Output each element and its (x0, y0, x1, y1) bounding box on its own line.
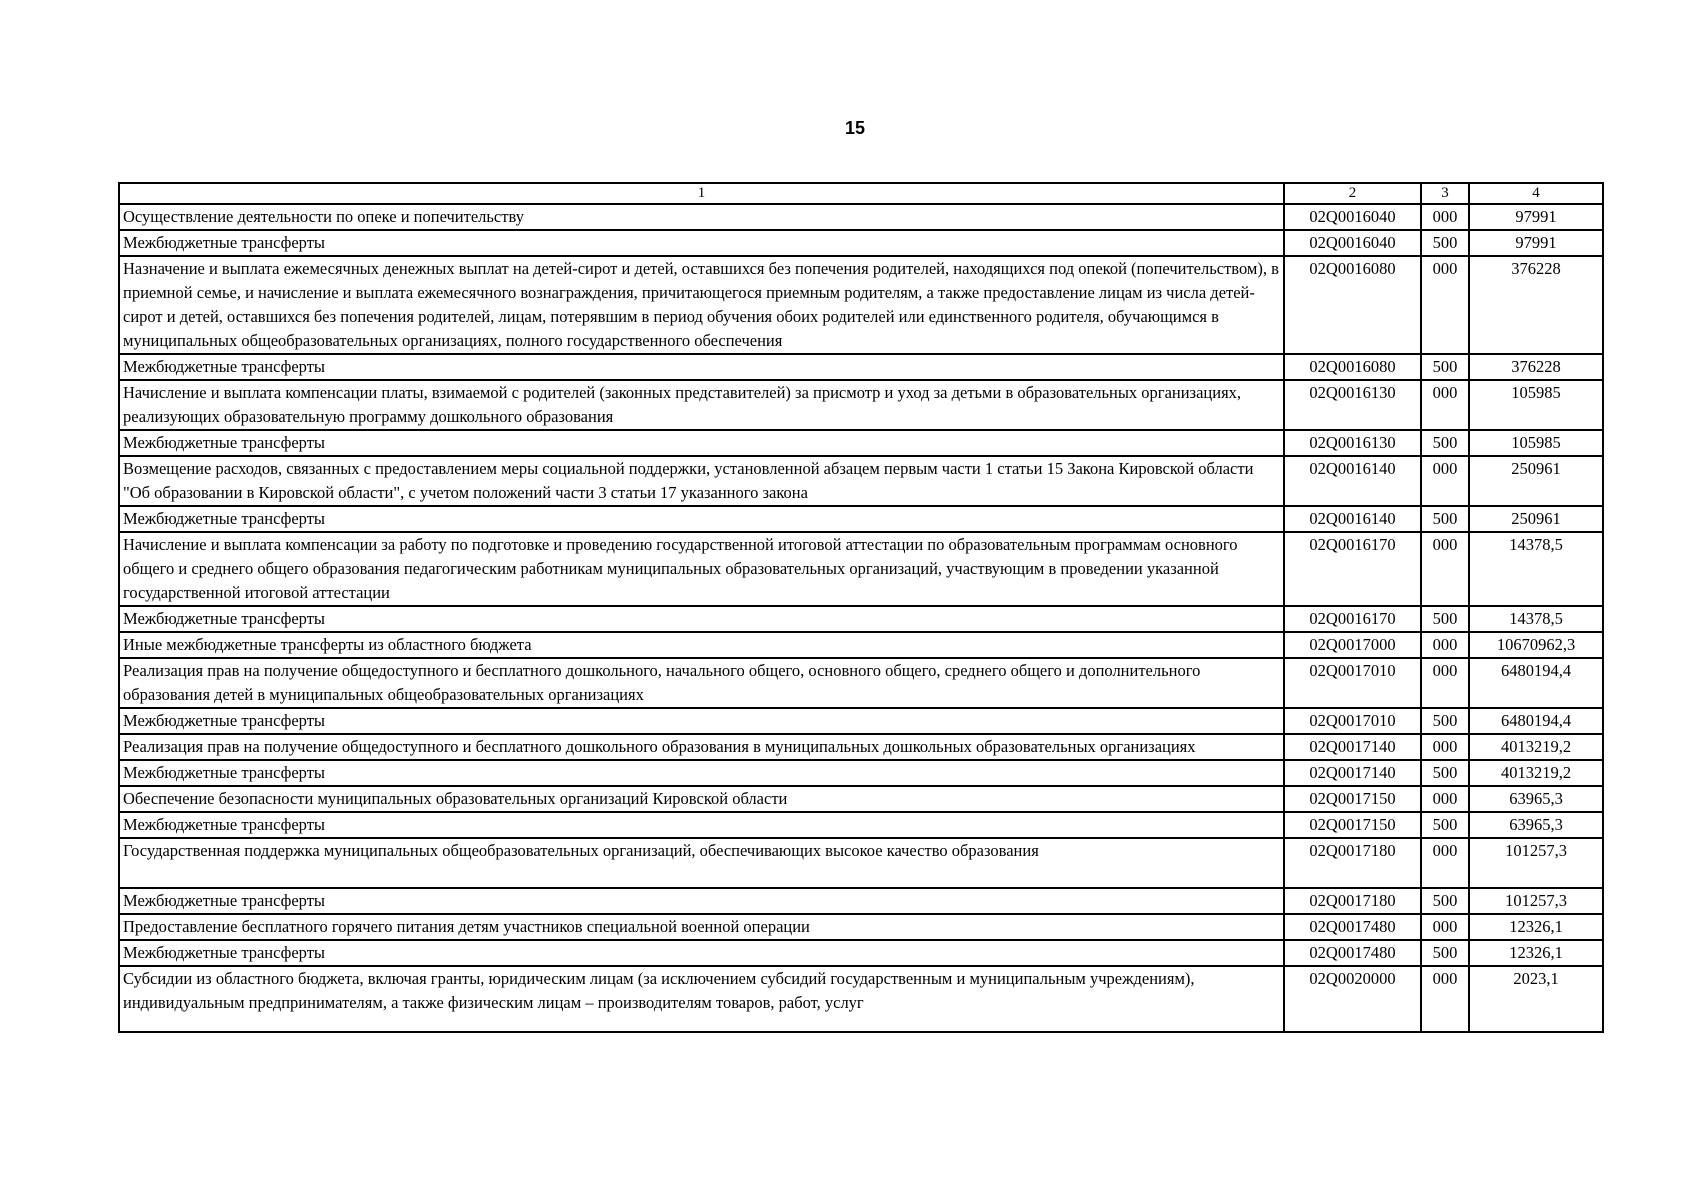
page-number: 15 (844, 118, 866, 138)
row-code: 02Q0016140 (1284, 456, 1421, 506)
table-row (119, 940, 1603, 966)
row-name: Государственная поддержка муниципальных общеобразовательных организаций, обеспечивающих высокое качество образования (119, 838, 1284, 888)
row-amount: 97991 (1469, 230, 1603, 256)
row-code: 02Q0017010 (1284, 658, 1421, 708)
row-amount: 63965,3 (1469, 812, 1603, 838)
row-amount: 250961 (1469, 506, 1603, 532)
row-amount: 6480194,4 (1469, 708, 1603, 734)
row-amount: 105985 (1469, 380, 1603, 430)
row-kind: 500 (1421, 888, 1469, 914)
row-name: Обеспечение безопасности муниципальных образовательных организаций Кировской области (119, 786, 1284, 812)
table-row (119, 204, 1603, 230)
column-header-code: 2 (1284, 183, 1421, 204)
row-name: Возмещение расходов, связанных с предоставлением меры социальной поддержки, установленной абзацем первым части 1 статьи 15 Закона Кировской области "Об образовании в Кировской области", с учетом положений части 3 статьи 17 указанного закона (119, 456, 1284, 506)
row-amount: 2023,1 (1469, 966, 1603, 1032)
row-amount: 63965,3 (1469, 786, 1603, 812)
row-name: Межбюджетные трансферты (119, 506, 1284, 532)
row-code: 02Q0016080 (1284, 354, 1421, 380)
row-name: Межбюджетные трансферты (119, 708, 1284, 734)
row-name: Межбюджетные трансферты (119, 430, 1284, 456)
row-kind: 500 (1421, 940, 1469, 966)
row-kind: 000 (1421, 966, 1469, 1032)
row-name: Межбюджетные трансферты (119, 354, 1284, 380)
table-header-row (119, 183, 1603, 204)
row-name: Межбюджетные трансферты (119, 760, 1284, 786)
row-name: Межбюджетные трансферты (119, 230, 1284, 256)
row-code: 02Q0016080 (1284, 256, 1421, 354)
table-row (119, 456, 1603, 506)
row-amount: 376228 (1469, 354, 1603, 380)
column-header-kind: 3 (1421, 183, 1469, 204)
row-kind: 500 (1421, 760, 1469, 786)
row-kind: 500 (1421, 230, 1469, 256)
row-code: 02Q0016040 (1284, 230, 1421, 256)
row-amount: 12326,1 (1469, 940, 1603, 966)
row-name: Начисление и выплата компенсации за работу по подготовке и проведению государственной итоговой аттестации по образовательным программам основного общего и среднего общего образования педагогическим работникам муниципальных образовательных организаций, участвующим в проведении указанной государственной итоговой аттестации (119, 532, 1284, 606)
row-kind: 000 (1421, 380, 1469, 430)
row-kind: 500 (1421, 354, 1469, 380)
table-row (119, 506, 1603, 532)
table-row (119, 914, 1603, 940)
row-code: 02Q0017480 (1284, 940, 1421, 966)
row-kind: 000 (1421, 914, 1469, 940)
table-row (119, 632, 1603, 658)
row-code: 02Q0017000 (1284, 632, 1421, 658)
table-row (119, 734, 1603, 760)
row-code: 02Q0020000 (1284, 966, 1421, 1032)
row-kind: 500 (1421, 506, 1469, 532)
row-kind: 000 (1421, 786, 1469, 812)
table-row (119, 708, 1603, 734)
table-row (119, 812, 1603, 838)
row-code: 02Q0016040 (1284, 204, 1421, 230)
row-name: Межбюджетные трансферты (119, 812, 1284, 838)
row-amount: 101257,3 (1469, 838, 1603, 888)
row-kind: 000 (1421, 734, 1469, 760)
row-code: 02Q0017150 (1284, 786, 1421, 812)
row-amount: 6480194,4 (1469, 658, 1603, 708)
row-kind: 000 (1421, 256, 1469, 354)
row-amount: 4013219,2 (1469, 760, 1603, 786)
row-kind: 000 (1421, 658, 1469, 708)
row-kind: 500 (1421, 812, 1469, 838)
row-code: 02Q0016170 (1284, 606, 1421, 632)
row-name: Осуществление деятельности по опеке и попечительству (119, 204, 1284, 230)
row-name: Межбюджетные трансферты (119, 940, 1284, 966)
row-name: Предоставление бесплатного горячего питания детям участников специальной военной операции (119, 914, 1284, 940)
row-code: 02Q0017140 (1284, 734, 1421, 760)
row-name: Реализация прав на получение общедоступного и бесплатного дошкольного, начального общего, основного общего, среднего общего и дополнительного образования детей в муниципальных общеобразовательных организациях (119, 658, 1284, 708)
table-row (119, 230, 1603, 256)
table-row (119, 888, 1603, 914)
row-amount: 12326,1 (1469, 914, 1603, 940)
row-kind: 000 (1421, 838, 1469, 888)
row-name: Иные межбюджетные трансферты из областного бюджета (119, 632, 1284, 658)
row-code: 02Q0016130 (1284, 430, 1421, 456)
row-code: 02Q0017480 (1284, 914, 1421, 940)
table-row (119, 256, 1603, 354)
row-name: Назначение и выплата ежемесячных денежных выплат на детей-сирот и детей, оставшихся без попечения родителей, находящихся под опекой (попечительством), в приемной семье, и начисление и выплата ежемесячного вознаграждения, причитающегося приемным родителям, а также предоставление лицам из числа детей-сирот и детей, оставшихся без попечения родителей, лицам, потерявшим в период обучения обоих родителей или единственного родителя, обучающимся в муниципальных общеобразовательных организациях, полного государственного обеспечения (119, 256, 1284, 354)
row-name: Межбюджетные трансферты (119, 888, 1284, 914)
row-kind: 500 (1421, 708, 1469, 734)
row-amount: 97991 (1469, 204, 1603, 230)
row-code: 02Q0017010 (1284, 708, 1421, 734)
table-row (119, 430, 1603, 456)
table-row (119, 658, 1603, 708)
row-code: 02Q0016170 (1284, 532, 1421, 606)
table-row (119, 966, 1603, 1032)
row-name: Начисление и выплата компенсации платы, взимаемой с родителей (законных представителей) за присмотр и уход за детьми в образовательных организациях, реализующих образовательную программу дошкольного образования (119, 380, 1284, 430)
row-amount: 250961 (1469, 456, 1603, 506)
row-amount: 10670962,3 (1469, 632, 1603, 658)
row-code: 02Q0016130 (1284, 380, 1421, 430)
row-kind: 000 (1421, 456, 1469, 506)
table-row (119, 380, 1603, 430)
row-code: 02Q0017180 (1284, 888, 1421, 914)
row-amount: 376228 (1469, 256, 1603, 354)
row-amount: 14378,5 (1469, 606, 1603, 632)
row-kind: 500 (1421, 606, 1469, 632)
table-row (119, 760, 1603, 786)
row-code: 02Q0016140 (1284, 506, 1421, 532)
table-row (119, 786, 1603, 812)
row-kind: 500 (1421, 430, 1469, 456)
table-row (119, 532, 1603, 606)
table-row (119, 354, 1603, 380)
row-amount: 4013219,2 (1469, 734, 1603, 760)
column-header-name: 1 (119, 183, 1284, 204)
row-amount: 105985 (1469, 430, 1603, 456)
row-name: Субсидии из областного бюджета, включая гранты, юридическим лицам (за исключением субсидий государственным и муниципальным учреждениям), индивидуальным предпринимателям, а также физическим лицам – производителям товаров, работ, услуг (119, 966, 1284, 1032)
budget-table (118, 182, 1604, 1033)
row-code: 02Q0017150 (1284, 812, 1421, 838)
row-code: 02Q0017140 (1284, 760, 1421, 786)
row-amount: 14378,5 (1469, 532, 1603, 606)
row-name: Реализация прав на получение общедоступного и бесплатного дошкольного образования в муниципальных дошкольных образовательных организациях (119, 734, 1284, 760)
row-kind: 000 (1421, 204, 1469, 230)
row-code: 02Q0017180 (1284, 838, 1421, 888)
row-kind: 000 (1421, 532, 1469, 606)
row-amount: 101257,3 (1469, 888, 1603, 914)
column-header-amount: 4 (1469, 183, 1603, 204)
row-kind: 000 (1421, 632, 1469, 658)
table-row (119, 606, 1603, 632)
row-name: Межбюджетные трансферты (119, 606, 1284, 632)
table-row (119, 838, 1603, 888)
